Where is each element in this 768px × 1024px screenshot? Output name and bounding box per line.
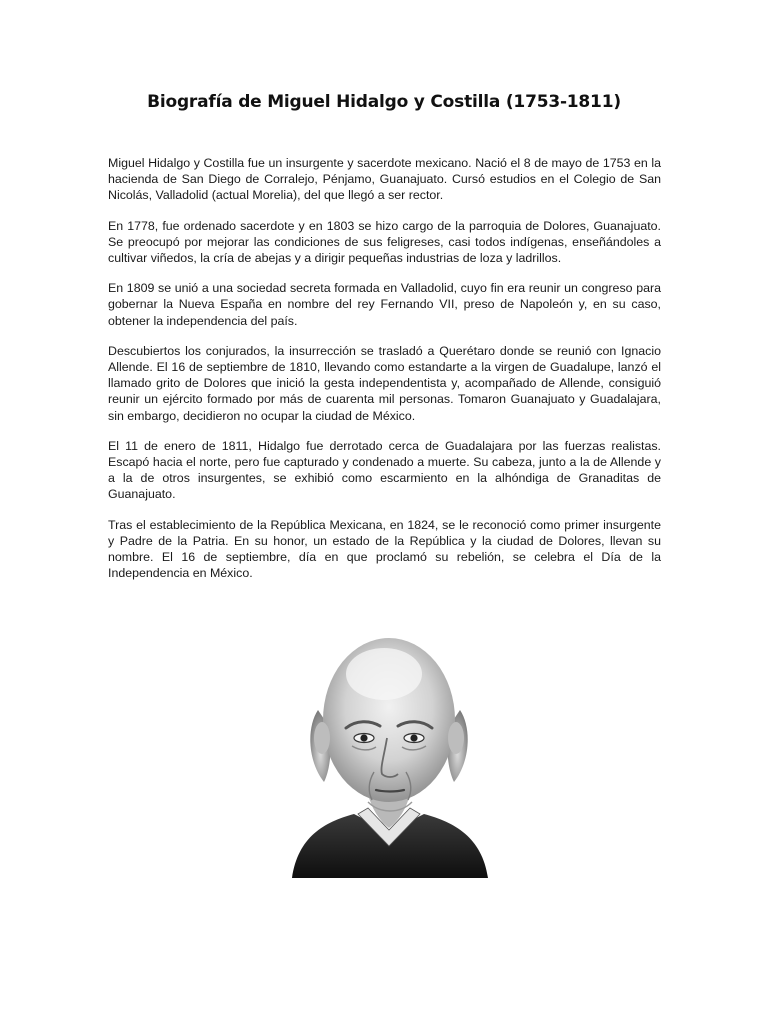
paragraph-4: Descubiertos los conjurados, la insurrección se trasladó a Querétaro donde se reunió con Ignacio Allende. El 16 de septiembre de 1810, llevando como estandarte a la virgen de Guadalupe, lanzó el llamado grito de Dolores que inició la gesta independentista y, acompañado de Allende, consiguió reunir un ejército formado por más de cuarenta mil personas. Tomaron Guanajuato y Guadalajara, sin embargo, decidieron no ocupar la ciudad de México. xyxy=(108,343,661,423)
document-title: Biografía de Miguel Hidalgo y Costilla (1753-1811) xyxy=(147,92,621,112)
document-body xyxy=(108,155,661,595)
paragraph-2: En 1778, fue ordenado sacerdote y en 1803 se hizo cargo de la parroquia de Dolores, Guanajuato. Se preocupó por mejorar las condiciones de sus feligreses, casi todos indígenas, enseñándoles a cultivar viñedos, la cría de abejas y a dirigir pequeñas industrias de loza y ladrillos. xyxy=(108,218,661,266)
paragraph-3: En 1809 se unió a una sociedad secreta formada en Valladolid, cuyo fin era reunir un congreso para gobernar la Nueva España en nombre del rey Fernando VII, preso de Napoleón y, en su caso, obtener la independencia del país. xyxy=(108,281,661,328)
paragraph-5: El 11 de enero de 1811, Hidalgo fue derrotado cerca de Guadalajara por las fuerzas realistas. Escapó hacia el norte, pero fue capturado y condenado a muerte. Su cabeza, junto a la de Allende y a la de otros insurgentes, se exhibió como escarmiento en la alhóndiga de Granaditas de Guanajuato. xyxy=(108,438,661,502)
paragraph-1: Miguel Hidalgo y Costilla fue un insurgente y sacerdote mexicano. Nació el 8 de mayo de 1753 en la hacienda de San Diego de Corralejo, Pénjamo, Guanajuato. Cursó estudios en el Colegio de San Nicolás, Valladolid (actual Morelia), del que llegó a ser rector. xyxy=(108,156,661,203)
paragraph-6: Tras el establecimiento de la República Mexicana, en 1824, se le reconoció como primer insurgente y Padre de la Patria. En su honor, un estado de la República y la ciudad de Dolores, llevan su nombre. El 16 de septiembre, día en que proclamó su rebelión, se celebra el Día de la Independencia en México. xyxy=(108,517,661,581)
portrait-image xyxy=(284,632,494,878)
